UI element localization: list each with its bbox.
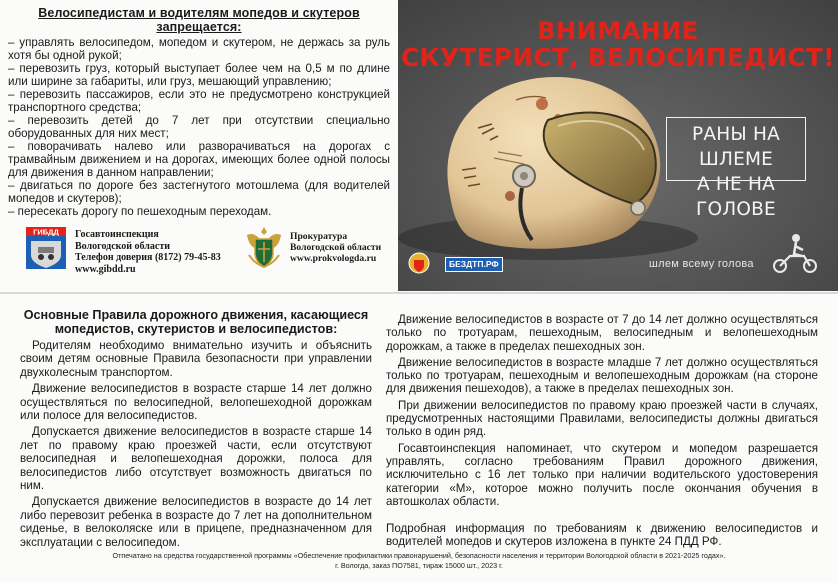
reference-note: Подробная информация по требованиям к движению велосипедистов и водителей мопедов и скутеров изложена в пункте 24 ПДД РФ.	[386, 522, 818, 549]
slogan-line-1: РАНЫ НА ШЛЕМЕ	[692, 124, 780, 170]
slogan-line-2: А НЕ НА ГОЛОВЕ	[696, 174, 776, 220]
prohibitions-list	[8, 36, 390, 218]
prokuratura-contacts	[290, 231, 381, 264]
main-rules-column-left	[20, 308, 372, 549]
prohibitions-panel	[8, 6, 390, 288]
heading-line-1: Велосипедистам и водителям мопедов и скутеров	[38, 6, 360, 20]
paragraph: Родителям необходимо внимательно изучить и объяснить своим детям основные Правила безопасности при управлении двухколесным транспортом.	[20, 339, 372, 379]
footer-line-1: Отпечатано на средства государственной программы «Обеспечение профилактики правонарушений, безопасности населения и территории Вологодской области в 2021-2025 годах».	[112, 551, 726, 560]
prokuratura-region: Вологодской области	[290, 242, 382, 253]
gibdd-badge-icon	[408, 252, 430, 274]
paragraph: Допускается движение велосипедистов в возрасте старше 14 лет по правому краю проезжей части, если отсутствуют велосипедная и велопешеходная дорожки, полоса для велосипедистов либо отсутствует возможность двигаться по ним.	[20, 425, 372, 493]
gibdd-site-link[interactable]: www.gibdd.ru	[75, 263, 136, 275]
paragraph: Движение велосипедистов в возрасте младше 7 лет должно осуществляться только по тротуарам, пешеходным и велопешеходным дорожкам (на стороне для движения пешеходов), а также в пределах пешеходных зон.	[386, 355, 818, 396]
list-item: – двигаться по дороге без застегнутого мотошлема (для водителей мопедов и скутеров);	[8, 179, 390, 205]
prokuratura-name: Прокуратура	[290, 231, 348, 242]
paragraph: Допускается движение велосипедистов в возрасте до 14 лет либо перевозит ребенка в возрасте до 7 лет на дополнительном сиденье, в велоколяске или в прицепе, предназначенном для эксплуатации с велосипедом.	[20, 495, 372, 549]
tagline: шлем всему голова	[649, 258, 754, 270]
main-rules-heading: Основные Правила дорожного движения, касающиеся мопедистов, скутеристов и велосипедистов:	[23, 308, 369, 336]
prohibitions-heading	[8, 6, 390, 34]
headline-attention: ВНИМАНИЕ	[537, 17, 699, 45]
fold-line	[0, 292, 838, 294]
paragraph: При движении велосипедистов по правому краю проезжей части в случаях, предусмотренных настоящими Правилами, велосипедисты должны двигаться только в один ряд.	[386, 398, 818, 439]
headline-riders: СКУТЕРИСТ, ВЕЛОСИПЕДИСТ!	[401, 43, 835, 72]
gibdd-region: Вологодской области	[75, 240, 171, 252]
scooter-rider-icon	[768, 232, 822, 274]
list-item: – перевозить груз, который выступает более чем на 0,5 м по длине или ширине за габариты, или груз, мешающий управлению;	[8, 62, 390, 88]
list-item: – перевозить детей до 7 лет при отсутствии специально оборудованных для них мест;	[8, 114, 390, 140]
helmet-poster	[398, 0, 838, 291]
footer-line-2: г. Вологда, заказ ПО7581, тираж 15000 шт., 2023 г.	[335, 561, 503, 570]
paragraph: Движение велосипедистов в возрасте старше 14 лет должно осуществляться по велосипедной, велопешеходной дорожкам или полосе для велосипедистов.	[20, 382, 372, 423]
gibdd-phone: Телефон доверия (8172) 79-45-83	[75, 252, 221, 263]
svg-text:ГИБДД: ГИБДД	[33, 227, 59, 237]
prokuratura-site-link[interactable]: www.prokvologda.ru	[290, 253, 377, 264]
gibdd-logo	[26, 227, 66, 269]
prokuratura-emblem	[243, 225, 285, 269]
list-item: – поворачивать налево или разворачиваться на дорогах с трамвайным движением и на дорогах, имеющих более одной полосы для движения в данном направлении;	[8, 140, 390, 179]
list-item: – перевозить пассажиров, если это не предусмотрено конструкцией транспортного средства;	[8, 88, 390, 114]
paragraph: Госавтоинспекция напоминает, что скутером и мопедом разрешается управлять, согласно требованиям Правил дорожного движения, исключительно с 16 лет только при наличии водительского удостоверения категории «М», которое можно получить после окончания обучения в автошколах области.	[386, 441, 818, 508]
gibdd-name: Госавтоинспекция	[75, 229, 159, 240]
bezdtp-badge: БЕЗДТП.РФ	[445, 257, 503, 272]
list-item: – пересекать дорогу по пешеходным переходам.	[8, 205, 272, 218]
paragraph: Движение велосипедистов в возрасте от 7 до 14 лет должно осуществляться только по тротуарам, пешеходным, велосипедным и велопешеходным дорожкам, а также в пределах пешеходных зон.	[386, 313, 818, 353]
heading-line-2: запрещается:	[156, 20, 242, 34]
print-footer	[20, 551, 818, 571]
main-rules-column-right	[386, 310, 818, 549]
gibdd-contacts	[75, 229, 221, 275]
list-item: – управлять велосипедом, мопедом и скутером, не держась за руль хотя бы одной рукой;	[8, 36, 390, 62]
slogan-box	[666, 117, 806, 220]
contacts-block	[18, 225, 388, 275]
